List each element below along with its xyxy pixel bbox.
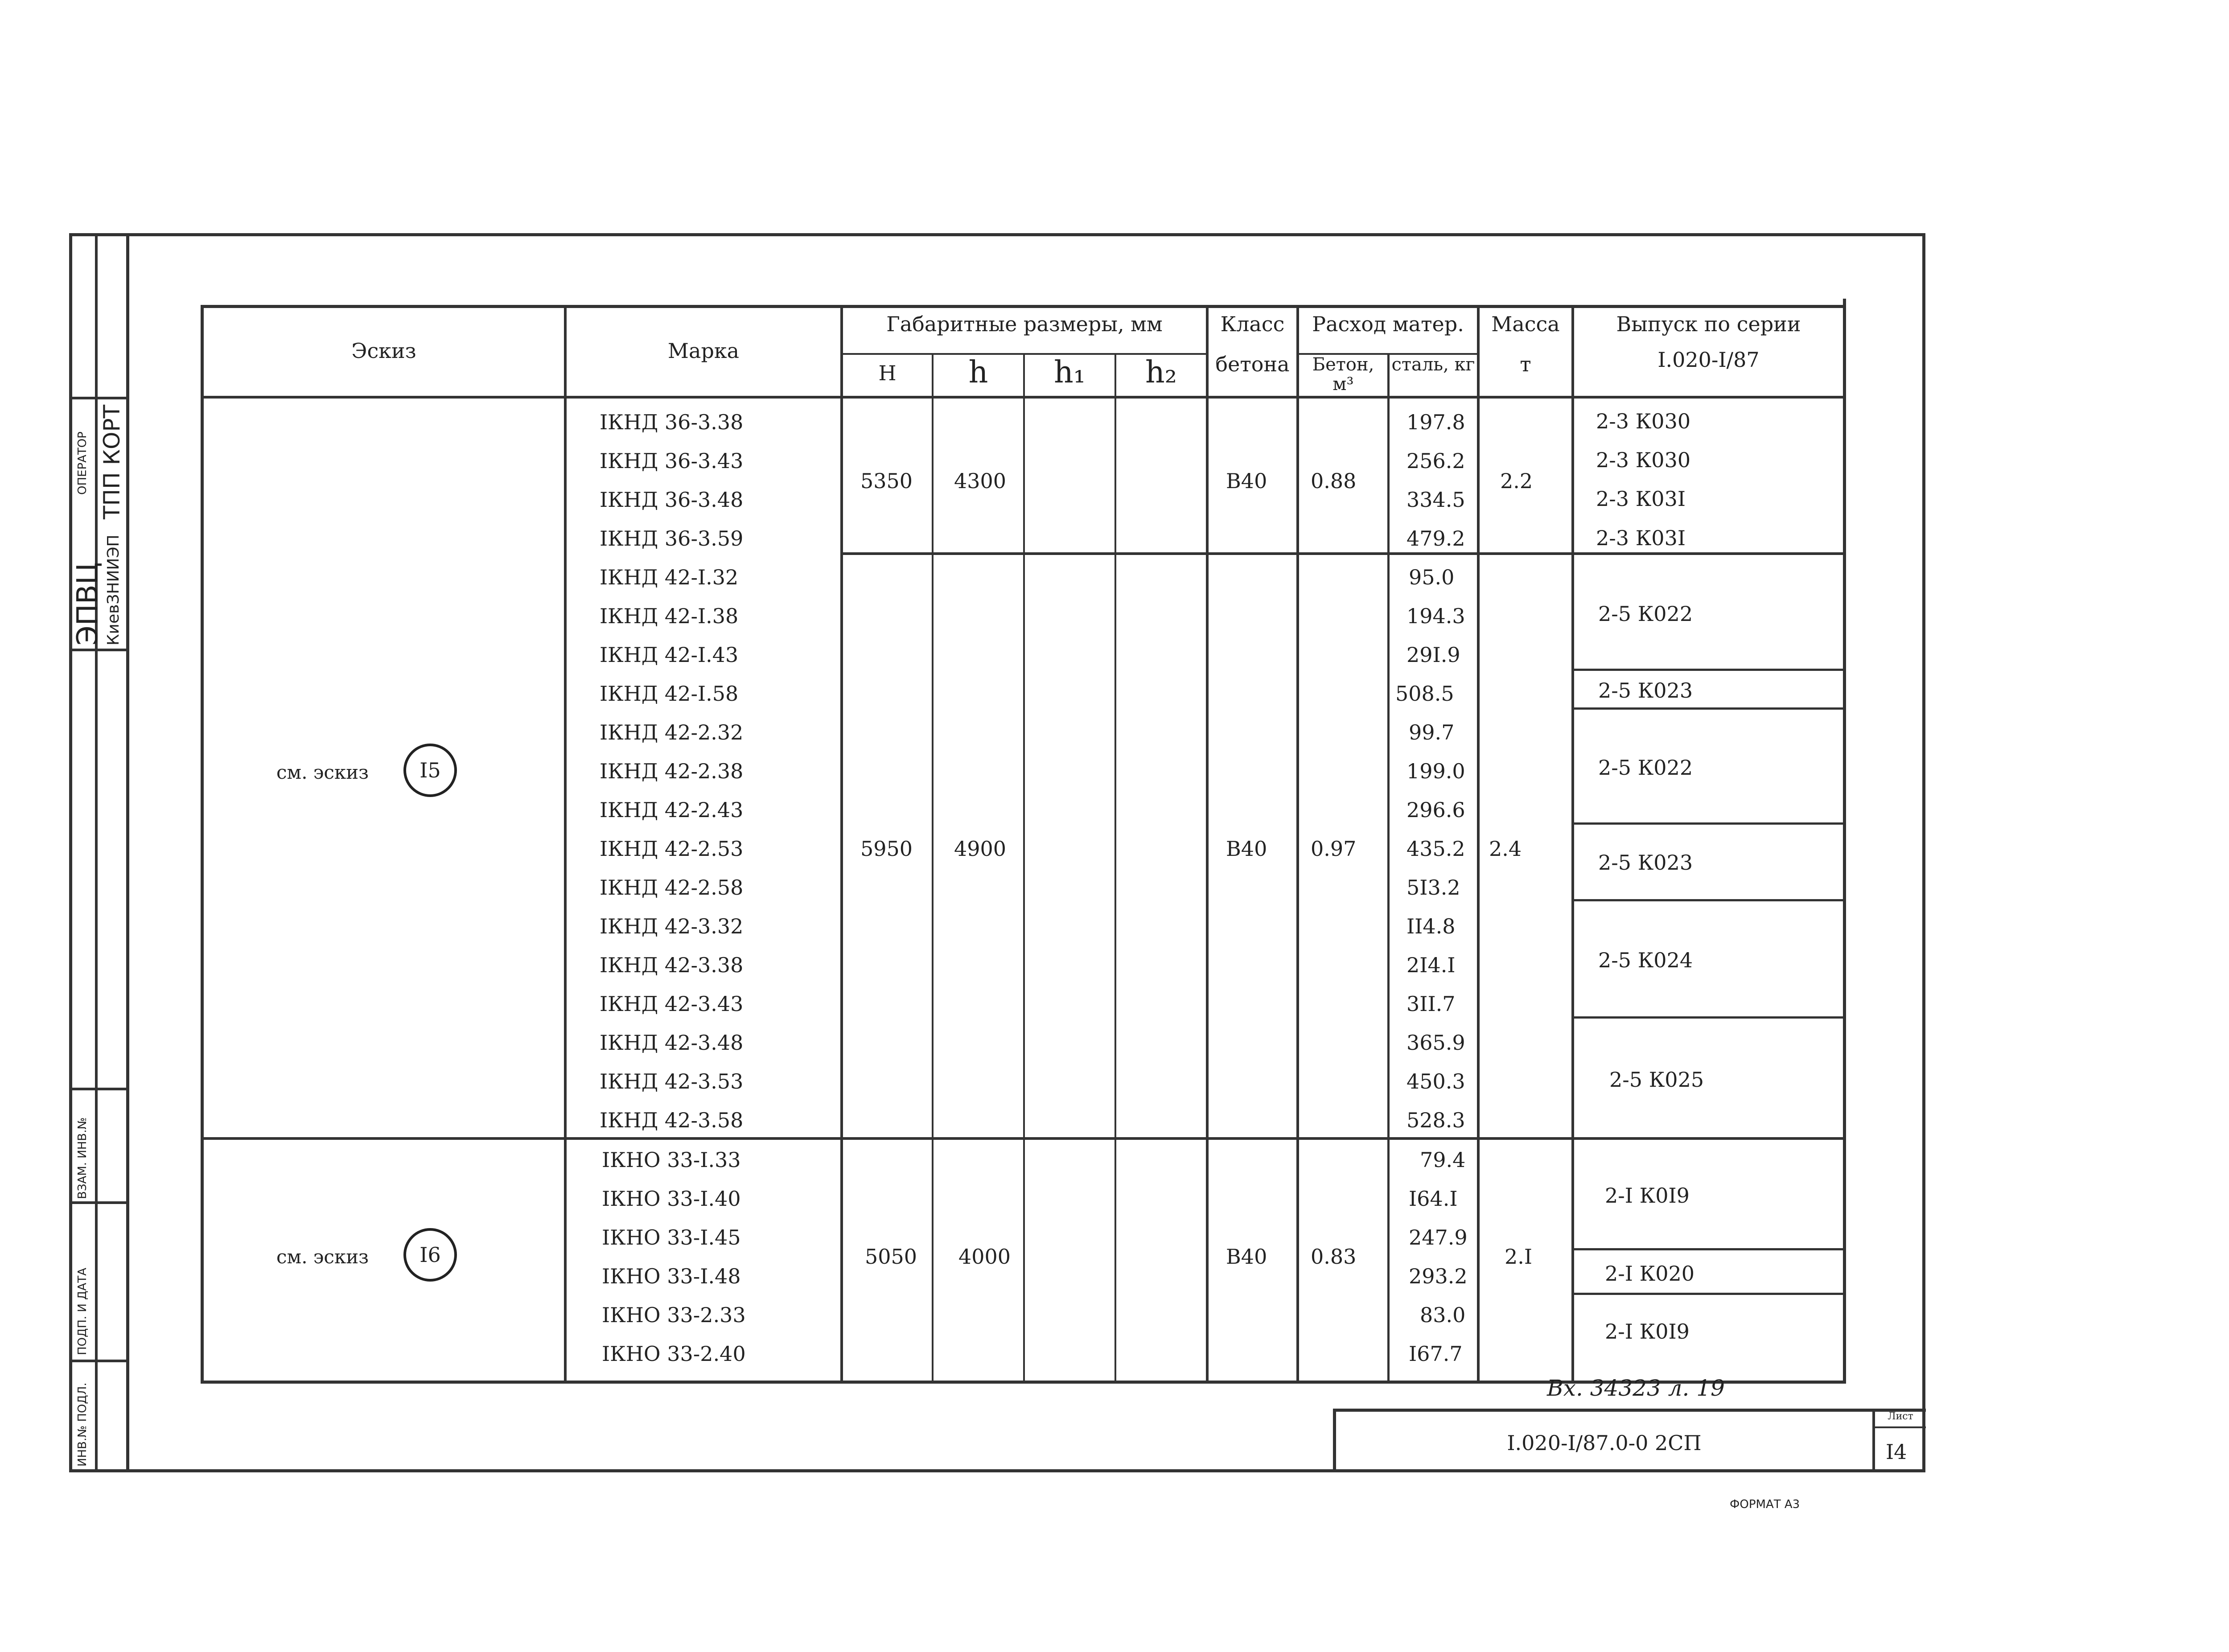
sketch-label: см. эскиз [276,1246,369,1268]
steel-cell: 3II.7 [1406,992,1456,1016]
dim-H: 5350 [860,469,913,493]
series-cell: 2-5 К022 [1598,602,1693,626]
concrete-volume: 0.88 [1311,469,1357,493]
steel-cell: 334.5 [1406,488,1465,512]
header-steel: сталь, кг [1391,354,1475,375]
header-mass-2: т [1520,352,1531,376]
steel-cell: 365.9 [1406,1031,1465,1055]
header-class-2: бетона [1215,352,1290,376]
header-h1: h₁ [1053,355,1086,390]
sketch-label: см. эскиз [276,761,369,783]
mark-cell: IКНД 42-3.32 [600,914,744,938]
dim-H: 5050 [865,1245,917,1269]
dim-h: 4000 [958,1245,1011,1269]
side-rule [69,1088,126,1090]
header-series-2: I.020-I/87 [1657,348,1760,372]
side-field-2: ПОДП. И ДАТА [76,1268,89,1355]
side-rule [69,397,126,399]
header-h2: h₂ [1145,355,1177,390]
format-label: ФОРМАТ А3 [1730,1498,1800,1511]
mark-cell: IКНД 42-I.38 [600,604,739,628]
header-h: h [968,355,988,390]
mark-cell: IКНД 42-I.58 [600,682,739,706]
header-sketch: Эскиз [351,339,416,363]
mark-cell: IКНД 42-3.53 [600,1069,744,1093]
dim-H: 5950 [860,837,913,861]
steel-cell: 83.0 [1420,1303,1466,1327]
mark-cell: IКНД 36-3.43 [600,449,744,473]
mark-cell: IКНД 42-2.58 [600,875,744,900]
header-consumption: Расход матер. [1312,312,1464,336]
mark-cell: IКНД 42-3.58 [600,1108,744,1132]
mark-cell: IКНО 33-I.40 [602,1187,741,1211]
mark-cell: IКНД 42-3.43 [600,992,744,1016]
sketch-ref-circle: I6 [403,1228,457,1282]
mark-cell: IКНО 33-2.33 [602,1303,746,1327]
mark-cell: IКНД 42-2.38 [600,759,744,783]
steel-cell: I67.7 [1409,1342,1463,1366]
mark-cell: IКНО 33-2.40 [602,1342,746,1366]
series-cell: 2-5 К024 [1598,948,1693,972]
steel-cell: I64.I [1409,1187,1458,1211]
steel-cell: 197.8 [1406,410,1465,434]
header-dims: Габаритные размеры, мм [886,312,1163,336]
steel-cell: 2I4.I [1406,953,1456,977]
side-org-1: ЭПВЦ [71,562,104,645]
concrete-volume: 0.83 [1311,1245,1357,1269]
mass-cell: 2.4 [1489,837,1522,861]
steel-cell: 199.0 [1406,759,1465,783]
handwritten-note: Вх. 34323 л. 19 [1547,1375,1725,1401]
steel-cell: 79.4 [1420,1148,1466,1172]
sheet-number: I4 [1886,1440,1907,1464]
series-cell: 2-I К0I9 [1605,1319,1690,1344]
dim-h: 4300 [954,469,1007,493]
mark-cell: IКНД 42-2.32 [600,720,744,744]
mark-cell: IКНД 36-3.48 [600,488,744,512]
steel-cell: 528.3 [1406,1108,1465,1132]
series-cell: 2-5 К023 [1598,678,1693,703]
series-cell: 2-5 К023 [1598,851,1693,875]
mark-cell: IКНД 42-2.53 [600,837,744,861]
side-org-2: КиевЗНИИЭП [104,534,123,645]
concrete-class: В40 [1226,837,1267,861]
steel-cell: 247.9 [1409,1225,1468,1249]
side-rule [69,649,126,651]
series-cell: 2-3 К030 [1596,409,1691,433]
dim-h: 4900 [954,837,1007,861]
mark-cell: IКНД 36-3.38 [600,410,744,434]
steel-cell: 99.7 [1409,720,1455,744]
series-cell: 2-5 К025 [1609,1068,1704,1092]
steel-cell: 29I.9 [1406,643,1460,667]
header-mark: Марка [667,339,740,363]
series-cell: 2-3 К03I [1596,487,1686,511]
mark-cell: IКНО 33-I.45 [602,1225,741,1249]
steel-cell: 435.2 [1406,837,1465,861]
steel-cell: 95.0 [1409,565,1455,589]
sheet-label: Лист [1888,1411,1913,1422]
mark-cell: IКНД 42-2.43 [600,798,744,822]
side-field-1: ВЗАМ. ИНВ.№ [76,1117,89,1199]
series-cell: 2-I К020 [1605,1262,1695,1286]
header-class-1: Класс [1220,312,1285,336]
header-mass-1: Масса [1491,312,1560,336]
side-field-3: ИНВ.№ ПОДЛ. [76,1382,89,1467]
concrete-class: В40 [1226,469,1267,493]
series-cell: 2-I К0I9 [1605,1184,1690,1208]
concrete-class: В40 [1226,1245,1267,1269]
sketch-ref-circle: I5 [403,744,457,797]
steel-cell: 5I3.2 [1406,875,1460,900]
mark-cell: IКНО 33-I.48 [602,1264,741,1288]
series-cell: 2-5 К022 [1598,756,1693,780]
side-dept: ТПП КОРТ [99,404,125,519]
steel-cell: II4.8 [1406,914,1456,938]
concrete-volume: 0.97 [1311,837,1357,861]
mark-cell: IКНД 42-I.43 [600,643,739,667]
mark-cell: IКНД 42-3.38 [600,953,744,977]
steel-cell: 508.5 [1395,682,1454,706]
steel-cell: 296.6 [1406,798,1465,822]
header-series-1: Выпуск по серии [1616,312,1801,336]
steel-cell: 450.3 [1406,1069,1465,1093]
drawing-code: I.020-I/87.0-0 2СП [1507,1431,1702,1455]
side-role: ОПЕРАТОР [76,431,89,495]
mark-cell: IКНД 42-I.32 [600,565,739,589]
steel-cell: 293.2 [1409,1264,1468,1288]
side-divider [95,233,98,1472]
mass-cell: 2.I [1505,1245,1533,1269]
mark-cell: IКНД 36-3.59 [600,526,744,551]
steel-cell: 194.3 [1406,604,1465,628]
side-rule [69,1201,126,1204]
mark-cell: IКНД 42-3.48 [600,1031,744,1055]
header-concrete: Бетон, м³ [1312,354,1374,395]
steel-cell: 479.2 [1406,526,1465,551]
mark-cell: IКНО 33-I.33 [602,1148,741,1172]
series-cell: 2-3 К030 [1596,448,1691,472]
series-cell: 2-3 К03I [1596,526,1686,550]
side-rule [69,1360,126,1362]
mass-cell: 2.2 [1500,469,1533,493]
steel-cell: 256.2 [1406,449,1465,473]
header-H: Н [878,361,897,385]
